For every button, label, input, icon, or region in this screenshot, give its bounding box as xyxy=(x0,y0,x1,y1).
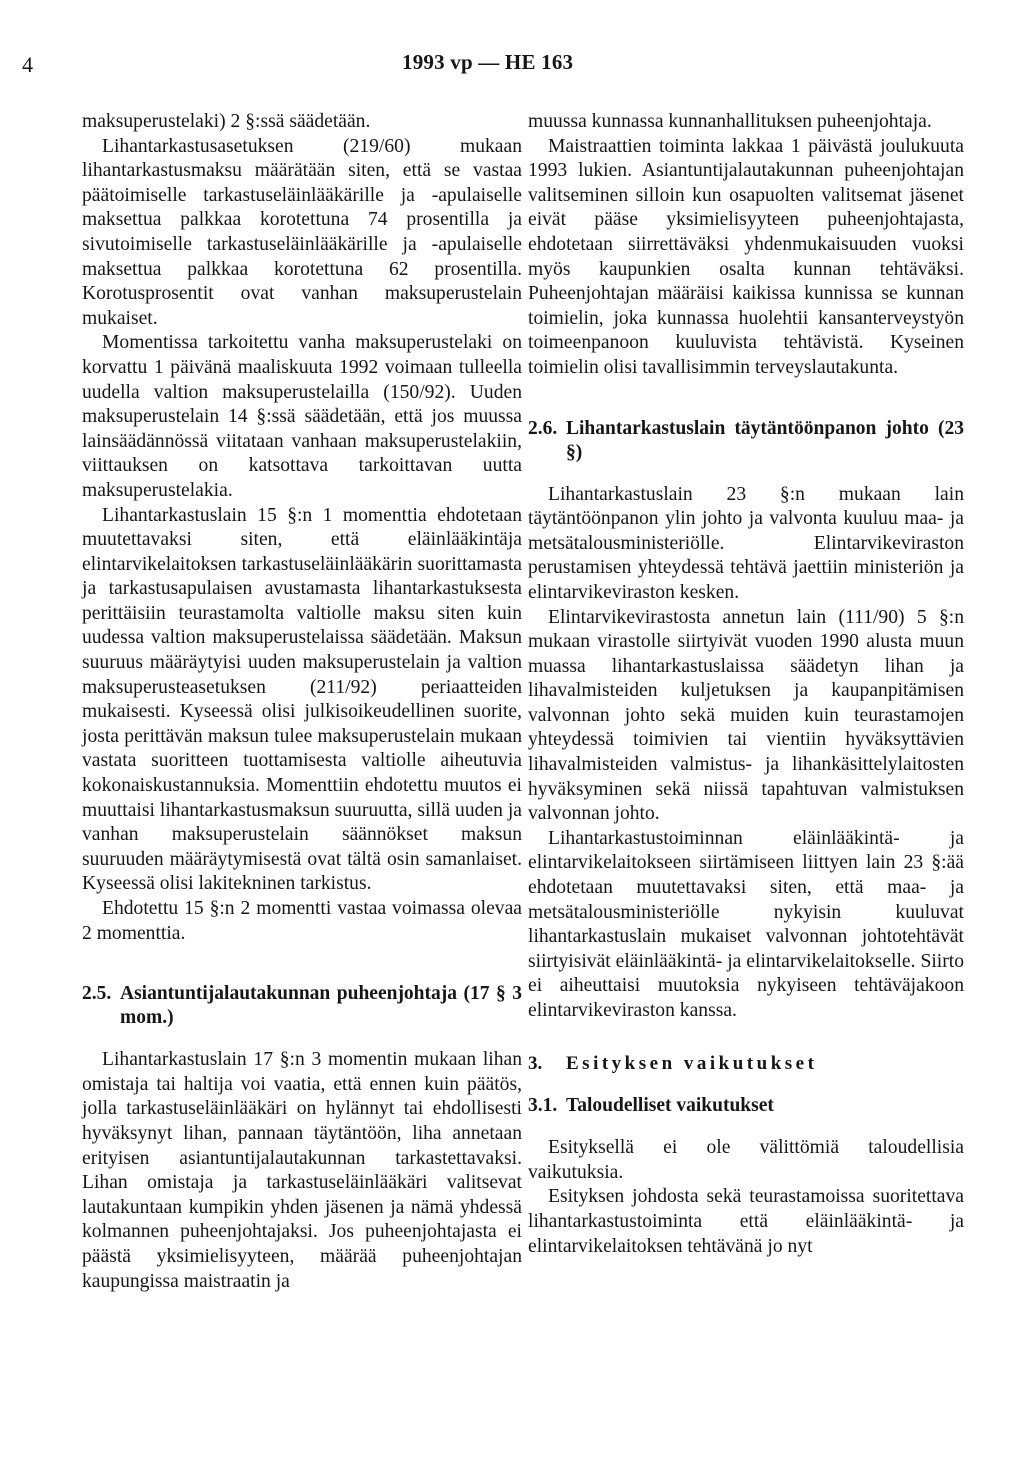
paragraph: Esityksen johdosta sekä teurastamoissa suoritettava lihantarkastustoiminta että eläinlääkintä- ja elintarvikelaitoksen tehtävänä jo nyt xyxy=(528,1186,964,1257)
section-heading-3-1 xyxy=(528,1094,964,1118)
section-title: Asiantuntijalautakunnan puheenjohtaja (17 § 3 mom.) xyxy=(120,983,522,1029)
paragraph: Lihantarkastuslain 17 §:n 3 momentin mukaan lihan omistaja tai haltija voi vaatia, että ennen kuin päätös, jolla tarkastuseläinlääkäri on hylännyt tai ehdollisesti hyväksynyt lihan, pannaan täytäntöön, liha annetaan erityisen asiantuntijalautakunnan tarkastettavaksi. Lihan omistaja ja tarkastuseläinlääkäri valitsevat lautakuntaan kumpikin yhden jäsenen ja nämä yhdessä kolmannen puheenjohtajaksi. Jos puheenjohtajasta ei päästä yksimielisyyteen, määrää puheenjohtajan kaupungissa maistraatin ja xyxy=(82,1049,522,1292)
paragraph: Lihantarkastuslain 23 §:n mukaan lain täytäntöönpanon ylin johto ja valvonta kuuluu maa- ja metsätalousministeriölle. Elintarvikeviraston perustamisen yhteydessä tehtävä jaettiin ministeriön ja elintarvikeviraston kesken. xyxy=(528,483,964,603)
paragraph: Maistraattien toiminta lakkaa 1 päivästä joulukuuta 1993 lukien. Asiantuntijalautakunnan puheenjohtajan valitseminen silloin kun osapuolten valitsemat jäsenet eivät pääse yksimielisyyteen puheenjohtajasta, ehdotetaan siirrettäväksi yhdenmukaisuuden vuoksi myös kaupunkien osalta kunnan tehtäväksi. Puheenjohtajan määräisi kaikissa kunnissa se kunnan toimielin, joka kunnassa huolehtii kansanterveystyön toimeenpanoon kuuluvista tehtävistä. Kyseinen toimielin olisi tavallisimmin terveyslautakunta. xyxy=(528,135,964,378)
section-number: 3.1. xyxy=(528,1095,558,1117)
page-number: 4 xyxy=(22,52,33,77)
left-column xyxy=(82,110,522,1294)
paragraph: Ehdotettu 15 §:n 2 momentti vastaa voimassa olevaa 2 momenttia. xyxy=(82,898,522,944)
section-title: Esityksen vaikutukset xyxy=(566,1052,818,1074)
section-heading-2-5 xyxy=(82,982,522,1030)
paragraph: muussa kunnassa kunnanhallituksen puheenjohtaja. xyxy=(528,111,932,132)
paragraph: Esityksellä ei ole välittömiä taloudellisia vaikutuksia. xyxy=(528,1137,964,1183)
section-heading-2-6 xyxy=(528,417,964,465)
right-column xyxy=(528,110,964,1259)
paragraph: Momentissa tarkoitettu vanha maksuperustelaki on korvattu 1 päivänä maaliskuuta 1992 voimaan tulleella uudella valtion maksuperustelailla (150/92). Uuden maksuperustelain 14 §:ssä säädetään, että jos muussa lainsäädännössä viitataan vanhaan maksuperustelakiin, viittauksen on katsottava tarkoittavan uutta maksuperustelakia. xyxy=(82,332,522,501)
section-title: Lihantarkastuslain täytäntöönpanon johto (23 §) xyxy=(566,417,964,463)
paragraph: Lihantarkastusasetuksen (219/60) mukaan lihantarkastusmaksu määrätään siten, että se vastaa päätoimiselle tarkastuseläinlääkärille ja -apulaiselle maksettua palkkaa korotettuna 74 prosentilla ja sivutoimiselle tarkastuseläinlääkärille ja -apulaiselle maksettua palkkaa korotettuna 62 prosentilla. Korotusprosentit ovat vanhan maksuperustelain mukaiset. xyxy=(82,135,522,329)
section-number: 2.5. xyxy=(82,983,112,1005)
running-head: 1993 vp — HE 163 xyxy=(402,50,574,74)
paragraph: maksuperustelaki) 2 §:ssä säädetään. xyxy=(82,111,371,132)
section-number: 3. xyxy=(528,1052,543,1074)
section-number: 2.6. xyxy=(528,417,558,439)
paragraph: Lihantarkastustoiminnan eläinlääkintä- ja elintarvikelaitokseen siirtämiseen liittyen lain 23 §:ää ehdotetaan muutettavaksi siten, että maa- ja metsätalousministeriölle nykyisin kuuluvat lihantarkastuslain mukaiset valvonnan johtotehtävät siirtyisivät eläinlääkintä- ja elintarvikelaitokselle. Siirto ei aiheuttaisi muutoksia nykyiseen tehtäväjakoon elintarvikeviraston kanssa. xyxy=(528,827,964,1021)
paragraph: Lihantarkastuslain 15 §:n 1 momenttia ehdotetaan muutettavaksi siten, että eläinlääkintäja elintarvikelaitoksen tarkastuseläinlääkärin suorittamasta ja tarkastusapulaisen avustamasta lihantarkastuksesta perittäisiin teurastamolta valtiolle maksu siten kuin uudessa valtion maksuperustelaissa säädetään. Maksun suuruus määräytyisi uuden maksuperustelain ja valtion maksuperusteasetuksen (211/92) periaatteiden mukaisesti. Kyseessä olisi julkisoikeudellinen suorite, josta perittävän maksun tulee maksuperustelain mukaan vastata suoritteen tuottamisesta valtiolle aiheutuvia kokonaiskustannuksia. Momenttiin ehdotettu muutos ei muuttaisi lihantarkastusmaksun suuruutta, sillä uuden ja vanhan maksuperustelain säännökset maksun suuruuden määräytymisestä ovat tältä osin samanlaiset. Kyseessä olisi lakitekninen tarkistus. xyxy=(82,504,522,895)
section-heading-3 xyxy=(528,1052,964,1077)
section-title: Taloudelliset vaikutukset xyxy=(566,1095,774,1117)
paragraph: Elintarvikevirastosta annetun lain (111/90) 5 §:n mukaan virastolle siirtyivät vuoden 1990 alusta muun muassa lihantarkastuslaissa säädetyn lihan ja lihavalmisteiden kuljetuksen ja kaupanpitämisen valvonnan johto sekä muiden kuin teurastamojen yhteydessä toimivien tai vientiin hyväksyttävien lihavalmisteiden valmistus- ja lihankäsittelylaitosten hyväksyminen sekä niissä tapahtuvan valmistuksen valvonnan johto. xyxy=(528,606,964,825)
